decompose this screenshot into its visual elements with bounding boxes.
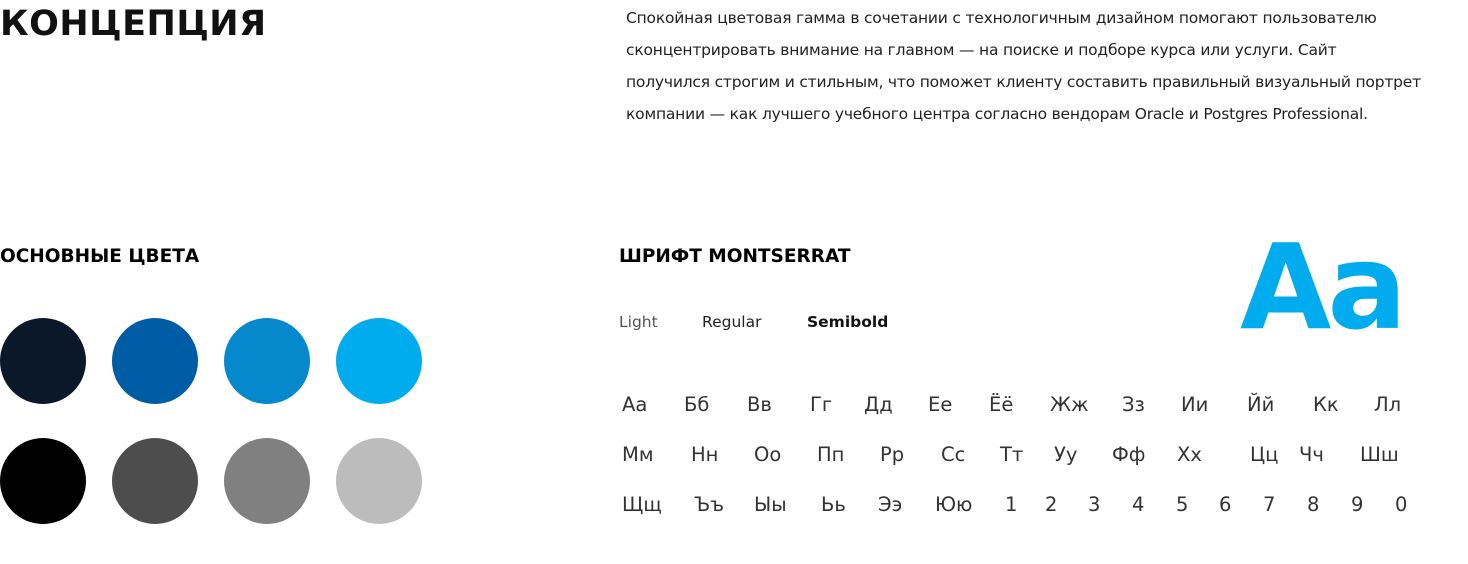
alphabet-glyph: Дд: [864, 393, 893, 416]
alphabet-glyph: Нн: [691, 443, 719, 466]
color-palette: [0, 318, 422, 524]
font-weight-semibold: Semibold: [807, 313, 889, 331]
alphabet-glyph: Ээ: [878, 493, 903, 516]
color-swatch-black: [0, 438, 86, 524]
alphabet-glyph: 4: [1132, 493, 1145, 516]
alphabet-glyph: 3: [1088, 493, 1101, 516]
alphabet-glyph: Йй: [1247, 393, 1275, 416]
alphabet-glyph: Цц: [1250, 443, 1279, 466]
alphabet-glyph: Ёё: [989, 393, 1014, 416]
alphabet-row-3: [622, 490, 1412, 520]
font-heading: ШРИФТ MONTSERRAT: [619, 246, 851, 267]
alphabet-glyph: Бб: [684, 393, 710, 416]
color-swatch-dark-blue: [112, 318, 198, 404]
concept-title: КОНЦЕПЦИЯ: [0, 4, 267, 44]
alphabet-glyph: 0: [1395, 493, 1408, 516]
alphabet-glyph: Ъъ: [694, 493, 725, 516]
alphabet-glyph: Мм: [622, 443, 654, 466]
alphabet-glyph: Рр: [880, 443, 905, 466]
concept-description: [626, 2, 1468, 130]
alphabet-glyph: Гг: [810, 393, 833, 416]
alphabet-glyph: Пп: [817, 443, 845, 466]
alphabet-glyph: 7: [1263, 493, 1276, 516]
concept-line: получился строгим и стильным, что поможет клиенту составить правильный визуальный портрет: [626, 73, 1421, 91]
alphabet-glyph: Ыы: [754, 493, 787, 516]
alphabet-glyph: Фф: [1112, 443, 1146, 466]
alphabet-glyph: Юю: [935, 493, 973, 516]
alphabet-row-1: [622, 390, 1412, 420]
alphabet-glyph: Уу: [1054, 443, 1078, 466]
alphabet-row-2: [622, 440, 1412, 470]
font-weight-light: Light: [619, 313, 658, 331]
alphabet-glyph: Чч: [1299, 443, 1324, 466]
alphabet-glyph: 2: [1045, 493, 1058, 516]
concept-line: Спокойная цветовая гамма в сочетании с технологичным дизайном помогают пользователю: [626, 9, 1377, 27]
alphabet-glyph: Зз: [1122, 393, 1145, 416]
alphabet-glyph: Щщ: [622, 493, 662, 516]
alphabet-glyph: Ее: [928, 393, 953, 416]
alphabet-glyph: Кк: [1313, 393, 1339, 416]
font-sample-aa: Aa: [1240, 218, 1403, 356]
font-weight-regular: Regular: [702, 313, 762, 331]
colors-heading: ОСНОВНЫЕ ЦВЕТА: [0, 246, 200, 267]
alphabet-glyph: 8: [1307, 493, 1320, 516]
color-swatch-light-blue: [336, 318, 422, 404]
color-swatch-dark-navy: [0, 318, 86, 404]
alphabet-glyph: Вв: [747, 393, 772, 416]
color-swatch-light-gray: [336, 438, 422, 524]
alphabet-glyph: Ьь: [821, 493, 846, 516]
alphabet-glyph: Ии: [1181, 393, 1209, 416]
color-swatch-blue: [224, 318, 310, 404]
alphabet-glyph: Оо: [754, 443, 782, 466]
alphabet-glyph: Жж: [1050, 393, 1089, 416]
alphabet-glyph: Тт: [1000, 443, 1024, 466]
color-swatch-dark-gray: [112, 438, 198, 524]
alphabet-glyph: Хх: [1177, 443, 1202, 466]
concept-line: сконцентрировать внимание на главном — на поиске и подборе курса или услуги. Сайт: [626, 41, 1337, 59]
alphabet-glyph: 6: [1219, 493, 1232, 516]
alphabet-glyph: 9: [1351, 493, 1364, 516]
alphabet-glyph: Аа: [622, 393, 648, 416]
alphabet-glyph: 1: [1005, 493, 1018, 516]
concept-line: компании — как лучшего учебного центра согласно вендорам Oracle и Postgres Professional.: [626, 105, 1368, 123]
color-swatch-gray: [224, 438, 310, 524]
alphabet-glyph: Сс: [941, 443, 966, 466]
alphabet-glyph: Лл: [1374, 393, 1402, 416]
alphabet-glyph: 5: [1176, 493, 1189, 516]
alphabet-glyph: Шш: [1360, 443, 1399, 466]
